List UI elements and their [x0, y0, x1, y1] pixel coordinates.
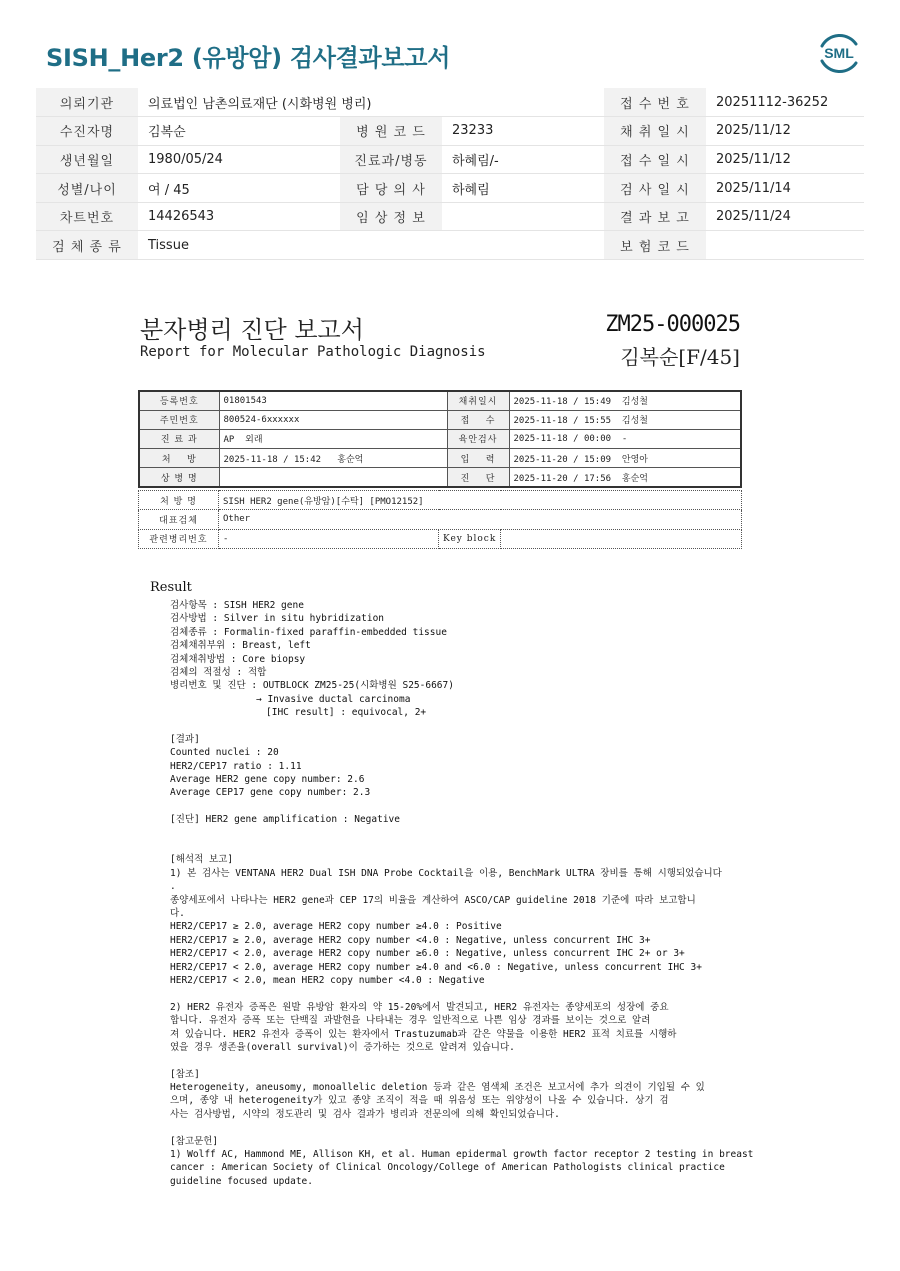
info-value: Tissue [138, 231, 604, 260]
info-value: 14426543 [138, 202, 340, 231]
result-line: [해석적 보고] [170, 854, 234, 866]
result-line: [참고문헌] [170, 1135, 219, 1147]
meta-value: 2025-11-20 / 15:09 안영아 [509, 449, 741, 468]
result-line: 검체채취방법 : Core biopsy [170, 653, 306, 665]
result-line: 1) Wolff AC, Hammond ME, Allison KH, et al. Human epidermal growth factor receptor 2 testing in breast [170, 1149, 754, 1161]
result-line: 검체의 적절성 : 적합 [170, 666, 267, 678]
result-line: Heterogeneity, aneusomy, monoallelic deletion 등과 같은 염색체 조건은 보고서에 추가 의견이 기입될 수 있 [170, 1082, 705, 1094]
result-line: [참조] [170, 1068, 200, 1080]
info-label: 검 체 종 류 [36, 231, 138, 260]
result-line: HER2/CEP17 ≥ 2.0, average HER2 copy number ≥4.0 : Positive [170, 921, 502, 933]
result-line: [결과] [170, 733, 200, 745]
result-line: 져 있습니다. HER2 유전자 증폭이 있는 환자에서 Trastuzumab과 같은 약물을 이용한 HER2 표적 치료를 시행하 [170, 1028, 677, 1040]
meta-label: 진 료 과 [139, 429, 219, 448]
meta-value: 2025-11-18 / 15:55 김성철 [509, 410, 741, 429]
report-id: ZM25-000025 [605, 312, 740, 337]
report-meta-row [139, 429, 741, 448]
result-line: cancer : American Society of Clinical Oncology/College of American Pathologists clinical practice [170, 1162, 725, 1174]
logo-text: SML [824, 45, 854, 61]
meta-value: 800524-6xxxxxx [219, 410, 447, 429]
meta-value [219, 468, 447, 487]
result-line: 검체종류 : Formalin-fixed paraffin-embedded tissue [170, 626, 447, 638]
info-value: 의료법인 남촌의료재단 (시화병원 병리) [138, 88, 604, 117]
info-label: 결 과 보 고 [604, 202, 706, 231]
prescription-table [138, 490, 742, 549]
result-line: 1) 본 검사는 VENTANA HER2 Dual ISH DNA Probe Cocktail을 이용, BenchMark ULTRA 장비를 통해 시행되었습니다 [170, 867, 722, 879]
result-line [170, 1054, 700, 1067]
result-line: 으며, 종양 내 heterogeneity가 있고 종양 조직이 적을 때 위음성 또는 위양성이 나올 수 있습니다. 상기 검 [170, 1095, 669, 1107]
report-title-en: Report for Molecular Pathologic Diagnosis [140, 344, 486, 360]
meta-label: 육안검사 [447, 429, 509, 448]
result-heading: Result [150, 580, 192, 595]
report-meta-row [139, 391, 741, 410]
report-meta-row [139, 468, 741, 487]
info-label: 채 취 일 시 [604, 117, 706, 146]
result-line: guideline focused update. [170, 1175, 313, 1187]
meta-label: 상 병 명 [139, 468, 219, 487]
result-line [170, 987, 700, 1000]
specimen-label: 대표검체 [139, 510, 219, 529]
result-line [170, 800, 700, 813]
info-label: 성별/나이 [36, 174, 138, 203]
page-title: SISH_Her2 (유방암) 검사결과보고서 [46, 44, 451, 72]
result-line: 다. [170, 907, 185, 919]
result-line: HER2/CEP17 < 2.0, mean HER2 copy number <4.0 : Negative [170, 974, 485, 986]
info-value: 2025/11/24 [706, 202, 864, 231]
report-meta-row [139, 449, 741, 468]
prescription-label: 처 방 명 [139, 491, 219, 510]
result-line [170, 720, 700, 733]
report-title-ko: 분자병리 진단 보고서 [140, 316, 364, 344]
meta-value: 2025-11-18 / 15:49 김성철 [509, 391, 741, 410]
info-value: 2025/11/12 [706, 145, 864, 174]
report-meta-row [139, 410, 741, 429]
related-path-label: 관련병리번호 [139, 529, 219, 548]
result-line: 사는 검사방법, 시약의 정도관리 및 검사 결과가 병리과 전문의에 의해 확인되었습니다. [170, 1108, 560, 1120]
meta-label: 채취일시 [447, 391, 509, 410]
result-line: 2) HER2 유전자 증폭은 원발 유방암 환자의 약 15-20%에서 발견되고, HER2 유전자는 종양세포의 성장에 중요 [170, 1001, 669, 1013]
meta-value: 2025-11-18 / 00:00 - [509, 429, 741, 448]
meta-value: 2025-11-20 / 17:56 홍순억 [509, 468, 741, 487]
info-value: 하혜림 [442, 174, 604, 203]
meta-label: 처 방 [139, 449, 219, 468]
result-line: [IHC result] : equivocal, 2+ [266, 707, 427, 719]
result-line: HER2/CEP17 < 2.0, average HER2 copy number ≥4.0 and <6.0 : Negative, unless concurrent IHC 3+ [170, 961, 702, 973]
info-value: 하혜림/- [442, 145, 604, 174]
meta-value: 2025-11-18 / 15:42 홍순억 [219, 449, 447, 468]
info-label: 의뢰기관 [36, 88, 138, 117]
report-patient: 김복순[F/45] [620, 345, 740, 369]
result-line: 합니다. 유전자 증폭 또는 단백질 과발현을 나타내는 경우 일반적으로 나쁜 임상 경과를 보이는 것으로 알려 [170, 1015, 651, 1027]
result-line: 검체채취부위 : Breast, left [170, 640, 311, 652]
info-label: 보 험 코 드 [604, 231, 706, 260]
result-line: 종양세포에서 나타나는 HER2 gene과 CEP 17의 비율을 계산하여 ASCO/CAP guideline 2018 기준에 따라 보고합니 [170, 894, 696, 906]
info-label: 병 원 코 드 [340, 117, 442, 146]
report-meta-table [138, 390, 742, 488]
result-line: HER2/CEP17 ratio : 1.11 [170, 760, 302, 772]
meta-value: 01801543 [219, 391, 447, 410]
result-line: HER2/CEP17 ≥ 2.0, average HER2 copy number <4.0 : Negative, unless concurrent IHC 3+ [170, 934, 651, 946]
info-label: 검 사 일 시 [604, 174, 706, 203]
info-value: 김복순 [138, 117, 340, 146]
info-value: 1980/05/24 [138, 145, 340, 174]
result-line: → Invasive ductal carcinoma [256, 693, 411, 705]
info-label: 진료과/병동 [340, 145, 442, 174]
info-label: 차트번호 [36, 202, 138, 231]
info-label: 임 상 정 보 [340, 202, 442, 231]
meta-label: 입 력 [447, 449, 509, 468]
result-line [170, 827, 700, 840]
info-label: 접 수 번 호 [604, 88, 706, 117]
result-line: HER2/CEP17 < 2.0, average HER2 copy number ≥6.0 : Negative, unless concurrent IHC 2+ or 3+ [170, 948, 685, 960]
result-line: 검사방법 : Silver in situ hybridization [170, 613, 385, 625]
info-value: 2025/11/14 [706, 174, 864, 203]
result-body [170, 599, 754, 1188]
key-block-label: Key block [439, 529, 501, 548]
related-path-value: - [219, 529, 439, 548]
specimen-value: Other [219, 510, 742, 529]
info-value: 20251112-36252 [706, 88, 864, 117]
info-label: 생년월일 [36, 145, 138, 174]
info-label: 접 수 일 시 [604, 145, 706, 174]
meta-label: 주민번호 [139, 410, 219, 429]
info-label: 담 당 의 사 [340, 174, 442, 203]
key-block-value [501, 529, 742, 548]
prescription-value: SISH HER2 gene(유방암)[수탁] [PMO12152] [219, 491, 742, 510]
result-line: 검사항목 : SISH HER2 gene [170, 600, 304, 611]
info-label: 수진자명 [36, 117, 138, 146]
result-line [170, 1121, 700, 1134]
result-line: Average CEP17 gene copy number: 2.3 [170, 787, 371, 799]
meta-value: AP 외래 [219, 429, 447, 448]
result-line: 였을 경우 생존율(overall survival)이 증가하는 것으로 알려져 있습니다. [170, 1041, 515, 1053]
info-value: 2025/11/12 [706, 117, 864, 146]
result-line: Counted nuclei : 20 [170, 747, 279, 759]
result-line: 병리번호 및 진단 : OUTBLOCK ZM25-25(시화병원 S25-6667) [170, 680, 454, 692]
result-line: . [170, 881, 176, 893]
info-value: 여 / 45 [138, 174, 340, 203]
meta-label: 접 수 [447, 410, 509, 429]
result-line [170, 840, 700, 853]
result-line: Average HER2 gene copy number: 2.6 [170, 774, 365, 786]
info-value: 23233 [442, 117, 604, 146]
meta-label: 진 단 [447, 468, 509, 487]
meta-label: 등록번호 [139, 391, 219, 410]
result-line: [진단] HER2 gene amplification : Negative [170, 814, 400, 826]
